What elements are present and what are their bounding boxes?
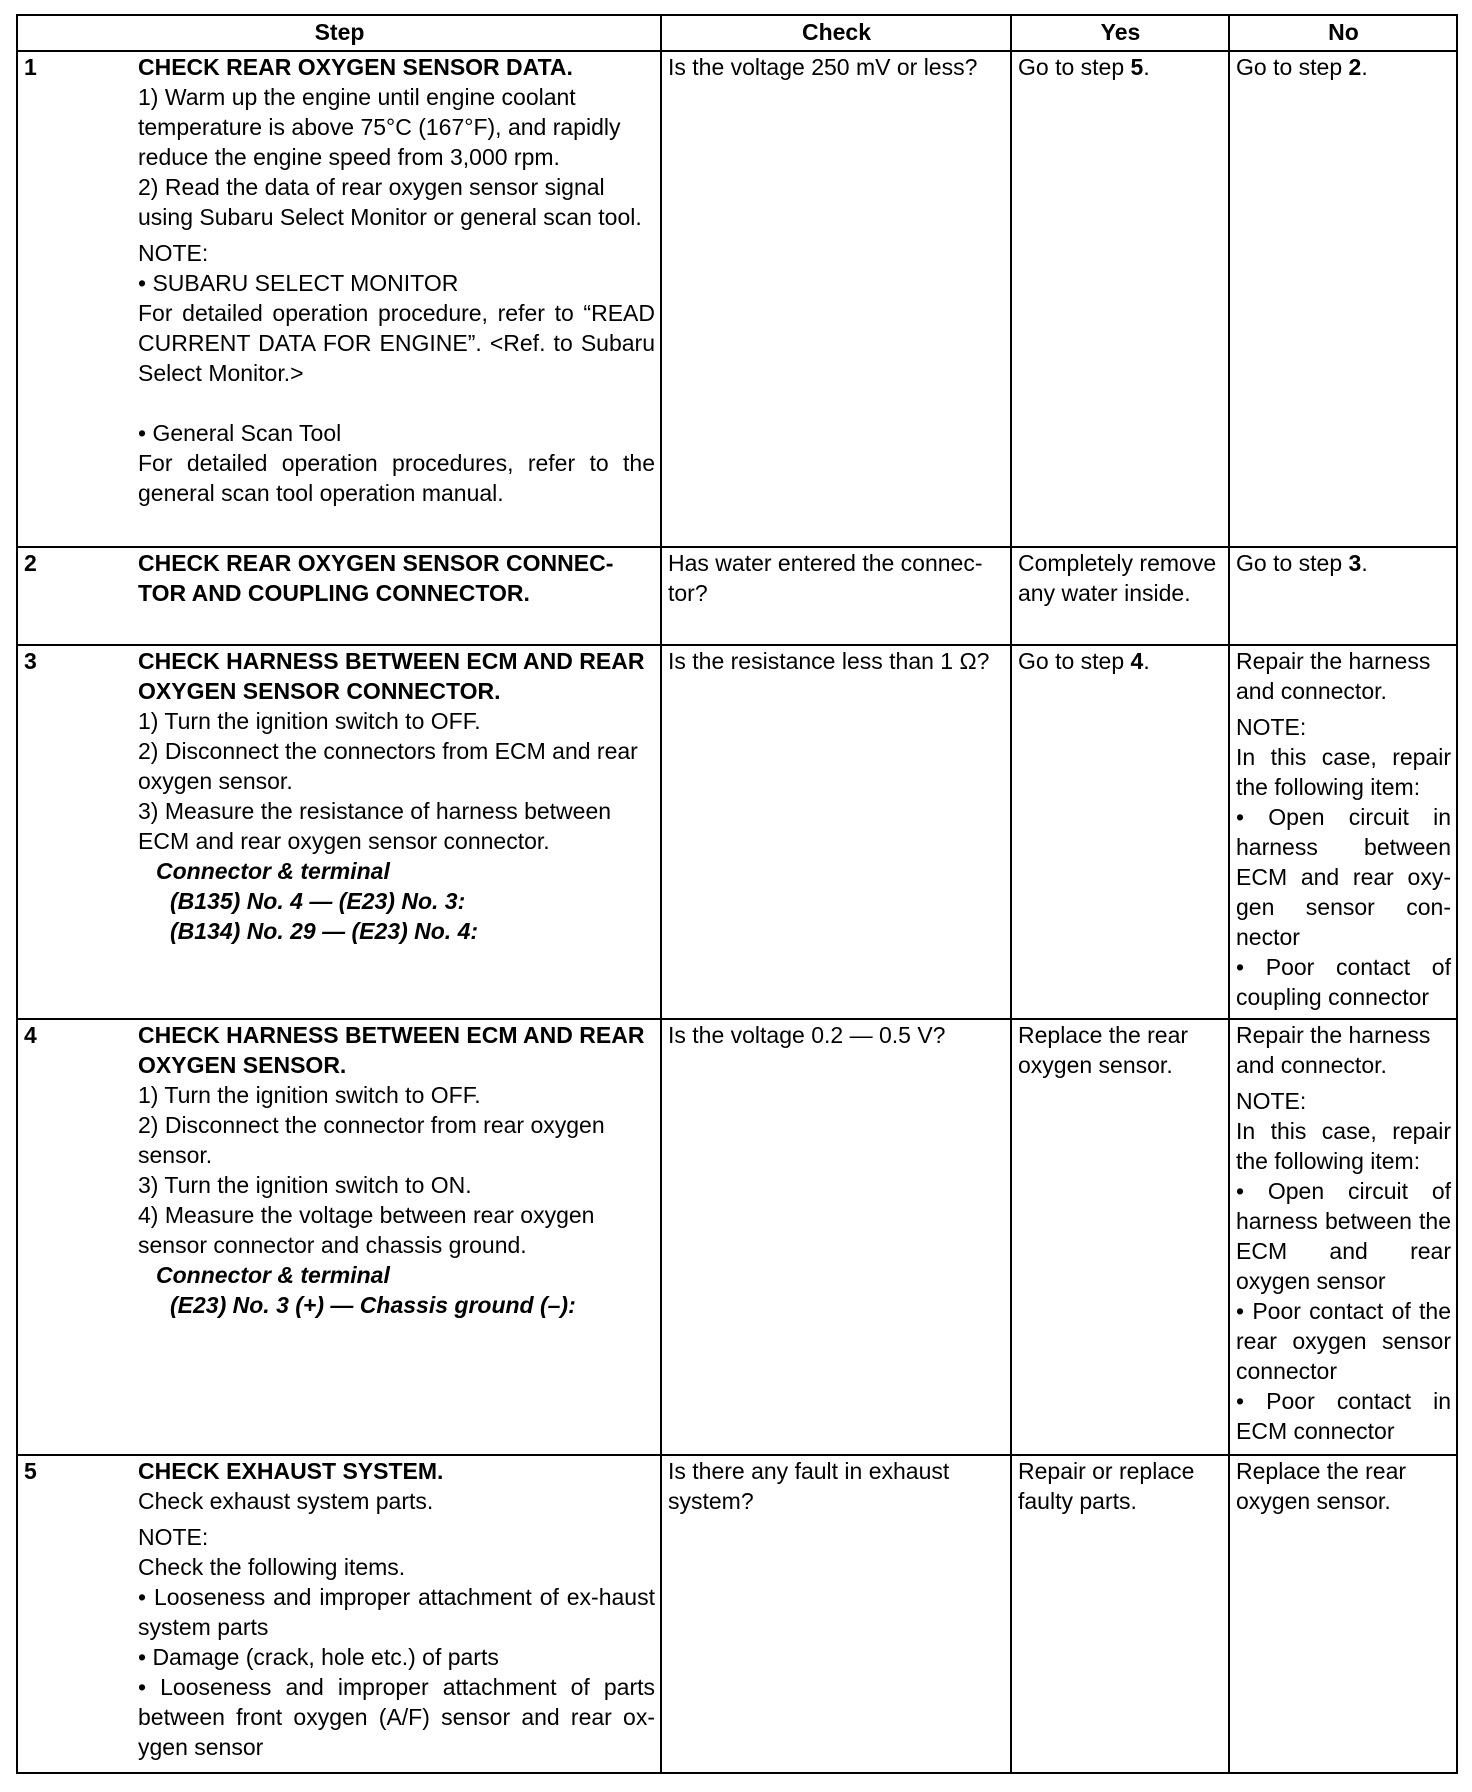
step-instruction: 2) Read the data of rear oxygen sensor signal using Subaru Select Monitor or general scan tool. <box>138 174 642 230</box>
note-label: NOTE: <box>1236 1088 1307 1114</box>
note-label: NOTE: <box>138 1524 209 1550</box>
table-row-step-2 <box>17 547 1457 645</box>
table-row-step-4 <box>17 1019 1457 1455</box>
diagnostic-procedure-table <box>16 14 1458 1774</box>
step-instruction: 3) Measure the resistance of harness between ECM and rear oxygen sensor connector. <box>138 798 612 854</box>
note-line: For detailed operation procedures, refer to the general scan tool operation manual. <box>138 450 655 506</box>
step-cell <box>17 645 661 1019</box>
connector-terminal-label: Connector & terminal <box>156 1262 390 1288</box>
step-title: CHECK HARNESS BETWEEN ECM AND REAR OXYGEN SENSOR. <box>138 1022 645 1078</box>
check-cell: Is the voltage 0.2 — 0.5 V? <box>661 1019 1011 1455</box>
step-number: 3 <box>24 648 37 674</box>
note-line: • Looseness and improper attachment of parts between front oxygen (A/F) sensor and rear ox-ygen sensor <box>138 1674 655 1760</box>
header-step: Step <box>17 15 661 51</box>
no-cell: Replace the rear oxygen sensor. <box>1229 1455 1457 1773</box>
no-cell: Go to step 3. <box>1229 547 1457 645</box>
step-number: 1 <box>24 54 37 80</box>
step-instruction: 4) Measure the voltage between rear oxygen sensor connector and chassis ground. <box>138 1202 595 1258</box>
header-yes: Yes <box>1011 15 1229 51</box>
connector-terminal-label: Connector & terminal <box>156 858 390 884</box>
step-cell <box>17 1019 661 1455</box>
check-cell: Has water entered the connec-tor? <box>661 547 1011 645</box>
step-cell <box>17 51 661 547</box>
yes-cell: Repair or replace faulty parts. <box>1011 1455 1229 1773</box>
step-number: 2 <box>24 550 37 576</box>
note-line: • Poor contact in ECM connector <box>1236 1388 1451 1444</box>
yes-step-ref: 5 <box>1130 54 1144 80</box>
table-row-step-5 <box>17 1455 1457 1773</box>
spacer <box>138 388 655 418</box>
step-title: CHECK HARNESS BETWEEN ECM AND REAR OXYGEN SENSOR CONNECTOR. <box>138 648 645 704</box>
step-instruction: 1) Warm up the engine until engine coolant temperature is above 75°C (167°F), and rapidly reduce the engine speed from 3,000 rpm. <box>138 84 621 170</box>
check-cell: Is there any fault in exhaust system? <box>661 1455 1011 1773</box>
step-instruction: Check exhaust system parts. <box>138 1488 434 1514</box>
note-line: For detailed operation procedure, refer to “READ CURRENT DATA FOR ENGINE”. <Ref. to Subaru Select Monitor.> <box>138 300 655 386</box>
yes-cell: Go to step 5. <box>1011 51 1229 547</box>
note-line: • Open circuit in harness between ECM and rear oxy-gen sensor con-nector <box>1236 804 1451 950</box>
check-cell: Is the voltage 250 mV or less? <box>661 51 1011 547</box>
no-cell: Go to step 2. <box>1229 51 1457 547</box>
header-check: Check <box>661 15 1011 51</box>
table-row-step-3 <box>17 645 1457 1019</box>
note-line: In this case, repair the following item: <box>1236 1118 1451 1174</box>
note-line: • SUBARU SELECT MONITOR <box>138 270 459 296</box>
step-number: 4 <box>24 1022 37 1048</box>
check-cell: Is the resistance less than 1 Ω? <box>661 645 1011 1019</box>
connector-terminal-item: (B135) No. 4 — (E23) No. 3: <box>170 888 466 914</box>
note-line: • Damage (crack, hole etc.) of parts <box>138 1644 499 1670</box>
step-title: CHECK REAR OXYGEN SENSOR DATA. <box>138 54 573 80</box>
table-row-step-1 <box>17 51 1457 547</box>
no-cell <box>1229 1019 1457 1455</box>
no-action: Repair the harness and connector. <box>1236 648 1431 704</box>
step-number: 5 <box>24 1458 37 1484</box>
yes-cell: Completely remove any water inside. <box>1011 547 1229 645</box>
connector-terminal-item: (E23) No. 3 (+) — Chassis ground (–): <box>170 1292 576 1318</box>
note-label: NOTE: <box>138 240 209 266</box>
no-action: Repair the harness and connector. <box>1236 1022 1431 1078</box>
no-cell <box>1229 645 1457 1019</box>
step-cell <box>17 1455 661 1773</box>
note-line: • General Scan Tool <box>138 420 342 446</box>
note-line: • Poor contact of the rear oxygen sensor connector <box>1236 1298 1451 1384</box>
note-label: NOTE: <box>1236 714 1307 740</box>
step-instruction: 1) Turn the ignition switch to OFF. <box>138 1082 481 1108</box>
yes-cell: Go to step 4. <box>1011 645 1229 1019</box>
note-line: • Looseness and improper attachment of ex-haust system parts <box>138 1584 655 1640</box>
step-instruction: 2) Disconnect the connectors from ECM and rear oxygen sensor. <box>138 738 638 794</box>
step-title: CHECK EXHAUST SYSTEM. <box>138 1458 444 1484</box>
no-step-ref: 2 <box>1348 54 1362 80</box>
yes-cell: Replace the rear oxygen sensor. <box>1011 1019 1229 1455</box>
step-title: CHECK REAR OXYGEN SENSOR CONNEC-TOR AND COUPLING CONNECTOR. <box>138 550 614 606</box>
step-instruction: 2) Disconnect the connector from rear oxygen sensor. <box>138 1112 605 1168</box>
table-header-row <box>17 15 1457 51</box>
step-instruction: 1) Turn the ignition switch to OFF. <box>138 708 481 734</box>
step-cell <box>17 547 661 645</box>
note-line: • Open circuit of harness between the ECM and rear oxygen sensor <box>1236 1178 1451 1294</box>
note-line: Check the following items. <box>138 1554 406 1580</box>
header-no: No <box>1229 15 1457 51</box>
connector-terminal-item: (B134) No. 29 — (E23) No. 4: <box>170 918 479 944</box>
step-instruction: 3) Turn the ignition switch to ON. <box>138 1172 472 1198</box>
note-line: • Poor contact of coupling connector <box>1236 954 1451 1010</box>
note-line: In this case, repair the following item: <box>1236 744 1451 800</box>
yes-step-ref: 4 <box>1130 648 1144 674</box>
no-step-ref: 3 <box>1348 550 1362 576</box>
